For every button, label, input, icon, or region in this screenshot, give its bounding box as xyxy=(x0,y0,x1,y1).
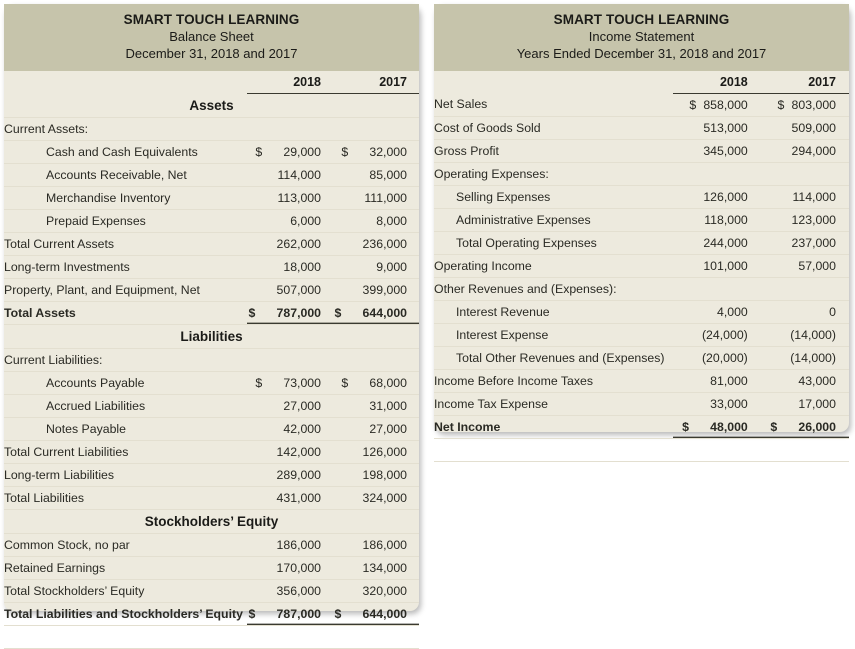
balance-sheet-section-header-label: Liabilities xyxy=(4,324,419,348)
balance-sheet-row-value-2018: 289,000 xyxy=(247,463,333,486)
balance-sheet-row-value-2017 xyxy=(333,117,419,140)
balance-sheet-row-value-2018: 6,000 xyxy=(247,209,333,232)
income-statement-row xyxy=(434,162,849,185)
balance-sheet-row-value-2018: 42,000 xyxy=(247,417,333,440)
balance-sheet-row-label: Total Stockholders’ Equity xyxy=(4,579,247,602)
income-statement-row-value-2017: (14,000) xyxy=(761,346,849,369)
balance-sheet-row-value-2018: 114,000 xyxy=(247,163,333,186)
balance-sheet-row-label: Notes Payable xyxy=(4,417,247,440)
balance-sheet-title-band xyxy=(4,4,419,71)
income-statement-row-value-2018: 4,000 xyxy=(673,300,761,323)
income-statement-bottom-spacer xyxy=(434,438,849,461)
income-statement-row-value-2018: (20,000) xyxy=(673,346,761,369)
income-statement-row-value-2017: 123,000 xyxy=(761,208,849,231)
income-statement-row xyxy=(434,346,849,369)
balance-sheet-section-header xyxy=(4,93,419,117)
currency-symbol: $ xyxy=(248,606,256,621)
balance-sheet-row xyxy=(4,486,419,509)
balance-sheet-table xyxy=(4,71,419,649)
income-statement-row-label: Total Operating Expenses xyxy=(434,231,673,254)
balance-sheet-row xyxy=(4,371,419,394)
balance-sheet-row xyxy=(4,579,419,602)
currency-symbol: $ xyxy=(255,375,263,390)
income-statement-row-value-2018 xyxy=(673,162,761,185)
balance-sheet-row xyxy=(4,348,419,371)
income-statement-row-label: Other Revenues and (Expenses): xyxy=(434,277,673,300)
balance-sheet-row-value-2017: 126,000 xyxy=(333,440,419,463)
income-statement-row-value-2017: $ 803,000 xyxy=(761,93,849,116)
balance-sheet-row-label: Total Current Liabilities xyxy=(4,440,247,463)
balance-sheet-row-value-2018: 27,000 xyxy=(247,394,333,417)
income-statement-row xyxy=(434,300,849,323)
balance-sheet-row-value-2017: $ 644,000 xyxy=(333,301,419,324)
income-statement-row-label: Administrative Expenses xyxy=(434,208,673,231)
balance-sheet-row xyxy=(4,463,419,486)
income-statement-row-value-2017 xyxy=(761,162,849,185)
balance-sheet-row-value-2017: $ 68,000 xyxy=(333,371,419,394)
income-statement-row-value-2017: 57,000 xyxy=(761,254,849,277)
income-statement-company-name: SMART TOUCH LEARNING xyxy=(553,12,730,27)
income-statement-table xyxy=(434,71,849,462)
currency-symbol: $ xyxy=(770,419,778,434)
income-statement-row xyxy=(434,139,849,162)
balance-sheet-row xyxy=(4,255,419,278)
balance-sheet-card xyxy=(4,4,419,621)
income-statement-row-label: Selling Expenses xyxy=(434,185,673,208)
balance-sheet-row-value-2018: 262,000 xyxy=(247,232,333,255)
balance-sheet-row-label: Total Liabilities xyxy=(4,486,247,509)
balance-sheet-row xyxy=(4,533,419,556)
balance-sheet-row xyxy=(4,232,419,255)
income-statement-row-value-2018: $ 858,000 xyxy=(673,93,761,116)
balance-sheet-row-value-2017: 236,000 xyxy=(333,232,419,255)
currency-symbol: $ xyxy=(777,97,785,112)
balance-sheet-row-label: Current Liabilities: xyxy=(4,348,247,371)
balance-sheet-row-label: Total Liabilities and Stockholders’ Equity xyxy=(4,602,247,625)
income-statement-row-value-2018 xyxy=(673,277,761,300)
currency-symbol: $ xyxy=(682,419,689,434)
balance-sheet-section-header xyxy=(4,324,419,348)
balance-sheet-row-value-2017: 134,000 xyxy=(333,556,419,579)
balance-sheet-section-header-label: Assets xyxy=(4,93,419,117)
balance-sheet-row-label: Accounts Receivable, Net xyxy=(4,163,247,186)
income-statement-row-label: Interest Expense xyxy=(434,323,673,346)
balance-sheet-company-name: SMART TOUCH LEARNING xyxy=(123,12,300,27)
balance-sheet-body xyxy=(4,71,419,648)
currency-symbol: $ xyxy=(334,305,342,320)
income-statement-column-header-2018: 2018 xyxy=(673,71,761,93)
balance-sheet-row-value-2017: 111,000 xyxy=(333,186,419,209)
currency-symbol: $ xyxy=(255,144,263,159)
income-statement-column-header-2017: 2017 xyxy=(761,71,849,93)
income-statement-row xyxy=(434,93,849,116)
income-statement-row-value-2017: $ 26,000 xyxy=(761,415,849,438)
balance-sheet-column-header-row xyxy=(4,71,419,93)
balance-sheet-document-title: Balance Sheet xyxy=(169,29,254,44)
balance-sheet-row-value-2017: 198,000 xyxy=(333,463,419,486)
currency-symbol: $ xyxy=(341,144,349,159)
balance-sheet-row-value-2018: $ 73,000 xyxy=(247,371,333,394)
balance-sheet-column-header-2017: 2017 xyxy=(333,71,419,93)
balance-sheet-row-value-2018: 186,000 xyxy=(247,533,333,556)
balance-sheet-row-value-2018: $ 29,000 xyxy=(247,140,333,163)
income-statement-row xyxy=(434,392,849,415)
balance-sheet-row-value-2017: $ 644,000 xyxy=(333,602,419,625)
currency-symbol: $ xyxy=(341,375,349,390)
income-statement-row xyxy=(434,185,849,208)
balance-sheet-row-value-2018 xyxy=(247,348,333,371)
balance-sheet-row-label: Prepaid Expenses xyxy=(4,209,247,232)
income-statement-card xyxy=(434,4,849,432)
balance-sheet-bottom-spacer-cell xyxy=(4,625,419,648)
balance-sheet-row-label: Long-term Investments xyxy=(4,255,247,278)
income-statement-period: Years Ended December 31, 2018 and 2017 xyxy=(516,46,767,61)
income-statement-row-value-2018: 81,000 xyxy=(673,369,761,392)
balance-sheet-row-value-2017: $ 32,000 xyxy=(333,140,419,163)
balance-sheet-row xyxy=(4,278,419,301)
balance-sheet-row xyxy=(4,209,419,232)
income-statement-row-value-2017: 237,000 xyxy=(761,231,849,254)
income-statement-row xyxy=(434,277,849,300)
income-statement-row-value-2017: 509,000 xyxy=(761,116,849,139)
income-statement-row-value-2018: $ 48,000 xyxy=(673,415,761,438)
income-statement-row-value-2018: 118,000 xyxy=(673,208,761,231)
balance-sheet-row-value-2017: 27,000 xyxy=(333,417,419,440)
balance-sheet-row-label: Cash and Cash Equivalents xyxy=(4,140,247,163)
income-statement-row-value-2018: 244,000 xyxy=(673,231,761,254)
income-statement-row-value-2017: 43,000 xyxy=(761,369,849,392)
income-statement-row xyxy=(434,116,849,139)
currency-symbol: $ xyxy=(689,97,697,112)
income-statement-title-band xyxy=(434,4,849,71)
currency-symbol: $ xyxy=(248,305,256,320)
income-statement-row xyxy=(434,208,849,231)
currency-symbol: $ xyxy=(334,606,342,621)
balance-sheet-row xyxy=(4,186,419,209)
income-statement-row-label: Net Income xyxy=(434,415,673,438)
income-statement-row-label: Income Before Income Taxes xyxy=(434,369,673,392)
balance-sheet-row xyxy=(4,140,419,163)
income-statement-row-value-2018: 513,000 xyxy=(673,116,761,139)
balance-sheet-row xyxy=(4,163,419,186)
balance-sheet-row-value-2017: 324,000 xyxy=(333,486,419,509)
balance-sheet-row xyxy=(4,394,419,417)
income-statement-document-title: Income Statement xyxy=(588,29,695,44)
balance-sheet-row-label: Current Assets: xyxy=(4,117,247,140)
balance-sheet-row-value-2017: 85,000 xyxy=(333,163,419,186)
balance-sheet-row-value-2018: 18,000 xyxy=(247,255,333,278)
income-statement-row-value-2017: 114,000 xyxy=(761,185,849,208)
balance-sheet-row xyxy=(4,301,419,324)
income-statement-row xyxy=(434,415,849,438)
income-statement-row-value-2017: 17,000 xyxy=(761,392,849,415)
balance-sheet-row-value-2018: 431,000 xyxy=(247,486,333,509)
income-statement-row-label: Gross Profit xyxy=(434,139,673,162)
balance-sheet-row-label: Accounts Payable xyxy=(4,371,247,394)
income-statement-row-label: Total Other Revenues and (Expenses) xyxy=(434,346,673,369)
income-statement-bottom-spacer-cell xyxy=(434,438,849,461)
balance-sheet-row xyxy=(4,117,419,140)
income-statement-row-label: Operating Income xyxy=(434,254,673,277)
income-statement-row xyxy=(434,369,849,392)
income-statement-row-value-2018: 101,000 xyxy=(673,254,761,277)
income-statement-column-header-spacer xyxy=(434,71,673,93)
income-statement-row-label: Interest Revenue xyxy=(434,300,673,323)
income-statement-row-value-2017: 0 xyxy=(761,300,849,323)
balance-sheet-row-label: Property, Plant, and Equipment, Net xyxy=(4,278,247,301)
balance-sheet-row-value-2018: 356,000 xyxy=(247,579,333,602)
balance-sheet-row-value-2017: 186,000 xyxy=(333,533,419,556)
balance-sheet-row xyxy=(4,602,419,625)
income-statement-row-value-2018: 33,000 xyxy=(673,392,761,415)
balance-sheet-row-value-2017: 31,000 xyxy=(333,394,419,417)
balance-sheet-row-value-2017: 8,000 xyxy=(333,209,419,232)
balance-sheet-row-value-2018: 113,000 xyxy=(247,186,333,209)
balance-sheet-row-label: Common Stock, no par xyxy=(4,533,247,556)
balance-sheet-row-label: Total Assets xyxy=(4,301,247,324)
balance-sheet-row-value-2018: $ 787,000 xyxy=(247,602,333,625)
balance-sheet-row-value-2018: $ 787,000 xyxy=(247,301,333,324)
income-statement-row xyxy=(434,323,849,346)
balance-sheet-section-header-label: Stockholders’ Equity xyxy=(4,509,419,533)
balance-sheet-row-value-2017: 320,000 xyxy=(333,579,419,602)
income-statement-body xyxy=(434,71,849,461)
balance-sheet-row-label: Retained Earnings xyxy=(4,556,247,579)
income-statement-row-label: Cost of Goods Sold xyxy=(434,116,673,139)
income-statement-row-label: Net Sales xyxy=(434,93,673,116)
balance-sheet-bottom-spacer xyxy=(4,625,419,648)
balance-sheet-row-value-2018: 142,000 xyxy=(247,440,333,463)
balance-sheet-row-value-2017: 9,000 xyxy=(333,255,419,278)
income-statement-row xyxy=(434,231,849,254)
balance-sheet-row-label: Long-term Liabilities xyxy=(4,463,247,486)
income-statement-row-value-2018: 126,000 xyxy=(673,185,761,208)
balance-sheet-section-header xyxy=(4,509,419,533)
income-statement-row-value-2017: 294,000 xyxy=(761,139,849,162)
balance-sheet-row-value-2018: 507,000 xyxy=(247,278,333,301)
income-statement-row-value-2017 xyxy=(761,277,849,300)
balance-sheet-row-value-2017: 399,000 xyxy=(333,278,419,301)
balance-sheet-column-header-spacer xyxy=(4,71,247,93)
income-statement-column-header-row xyxy=(434,71,849,93)
balance-sheet-row xyxy=(4,556,419,579)
income-statement-row-value-2017: (14,000) xyxy=(761,323,849,346)
balance-sheet-period: December 31, 2018 and 2017 xyxy=(125,46,298,61)
balance-sheet-row xyxy=(4,440,419,463)
income-statement-row-label: Operating Expenses: xyxy=(434,162,673,185)
balance-sheet-row-value-2018: 170,000 xyxy=(247,556,333,579)
balance-sheet-column-header-2018: 2018 xyxy=(247,71,333,93)
balance-sheet-row-label: Merchandise Inventory xyxy=(4,186,247,209)
balance-sheet-row-value-2018 xyxy=(247,117,333,140)
income-statement-row-label: Income Tax Expense xyxy=(434,392,673,415)
income-statement-row-value-2018: (24,000) xyxy=(673,323,761,346)
income-statement-row xyxy=(434,254,849,277)
income-statement-row-value-2018: 345,000 xyxy=(673,139,761,162)
balance-sheet-row-label: Total Current Assets xyxy=(4,232,247,255)
balance-sheet-row xyxy=(4,417,419,440)
balance-sheet-row-value-2017 xyxy=(333,348,419,371)
balance-sheet-row-label: Accrued Liabilities xyxy=(4,394,247,417)
